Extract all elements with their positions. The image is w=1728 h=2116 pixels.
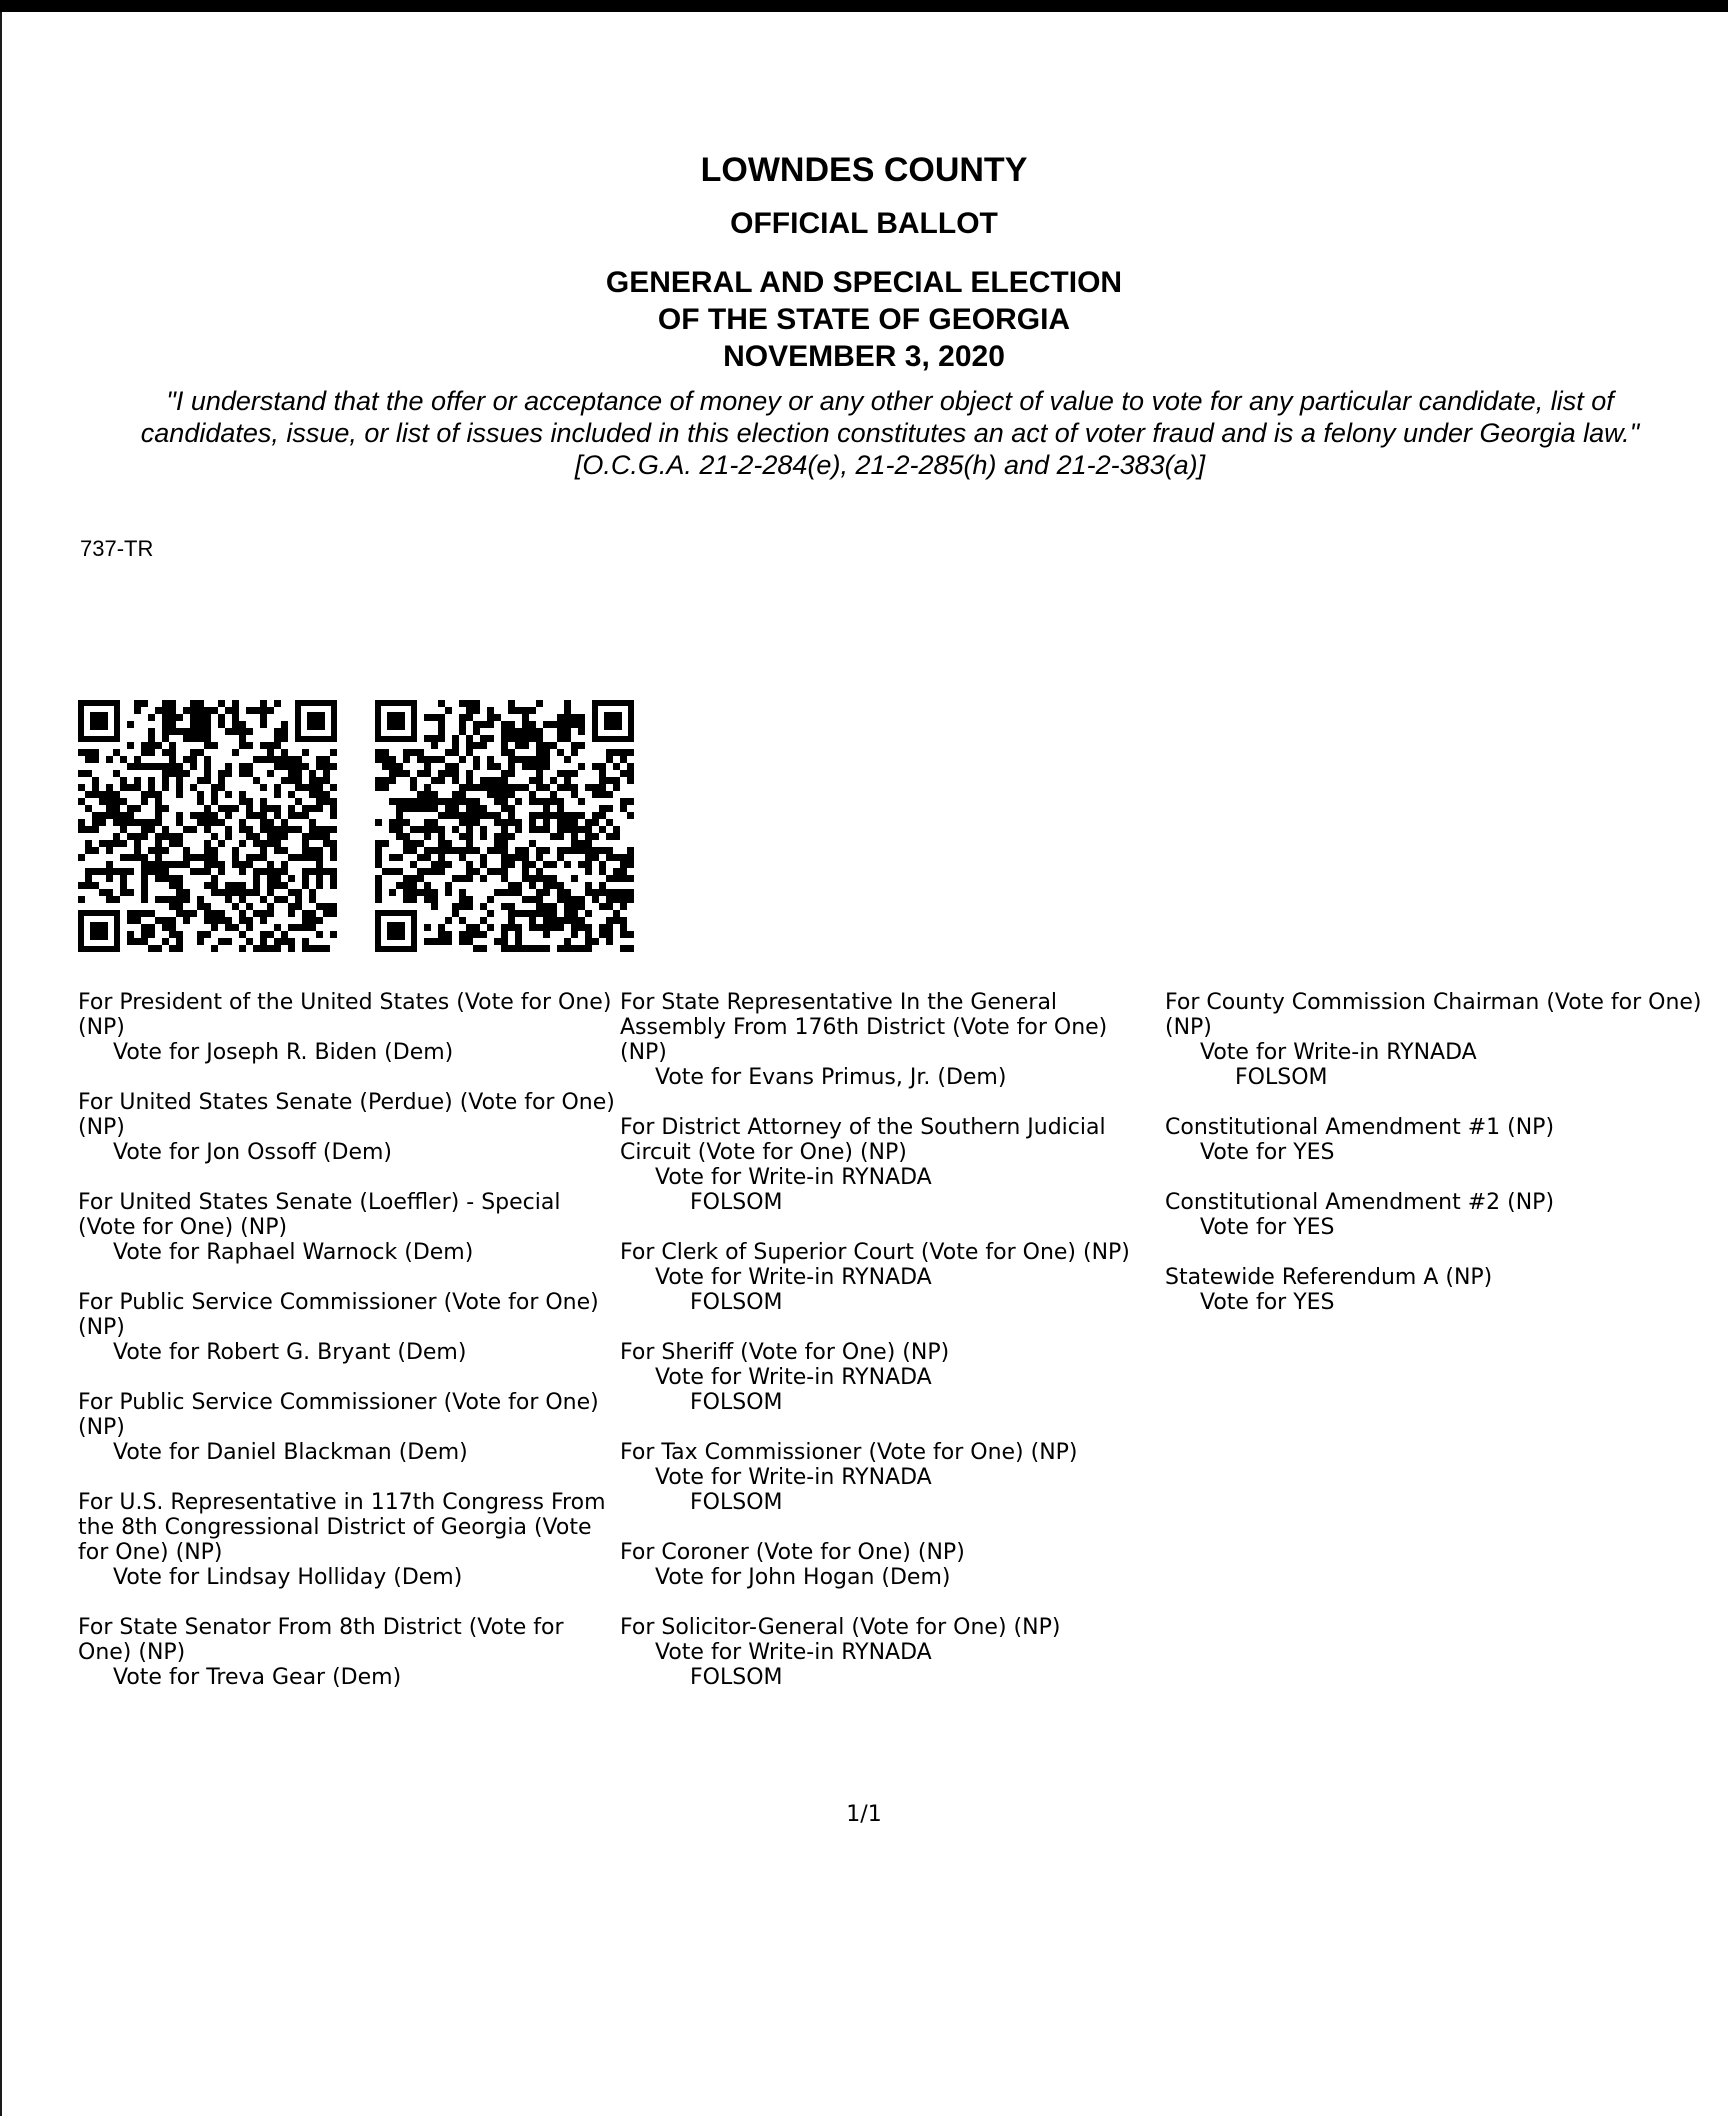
write-in-surname: FOLSOM [1235,1065,1328,1090]
election-title-line-2: OF THE STATE OF GEORGIA [657,303,1071,336]
contest-item [1165,1265,1705,1315]
contest-item [78,990,618,1065]
contest-selection: Vote for Jon Ossoff (Dem) [113,1140,393,1165]
contest-item [78,1490,618,1590]
contest-title: For State Representative In the General Assembly From 176th District (Vote for One) (NP) [620,990,1108,1065]
contest-selection: Vote for John Hogan (Dem) [655,1565,951,1590]
contest-selection: Vote for Lindsay Holliday (Dem) [113,1565,463,1590]
county-title: LOWNDES COUNTY [700,151,1028,189]
contest-title: For Coroner (Vote for One) (NP) [620,1540,965,1565]
contest-selection: Vote for YES [1200,1215,1335,1240]
contest-title: For Tax Commissioner (Vote for One) (NP) [620,1440,1078,1465]
contest-title: For Solicitor-General (Vote for One) (NP) [620,1615,1061,1640]
contest-item [78,1615,618,1690]
election-title-line-1: GENERAL AND SPECIAL ELECTION [605,266,1123,299]
contest-title: For District Attorney of the Southern Judicial Circuit (Vote for One) (NP) [620,1115,1106,1165]
contest-item [620,1240,1160,1315]
contest-selection: Vote for Evans Primus, Jr. (Dem) [655,1065,1007,1090]
election-date: NOVEMBER 3, 2020 [723,340,1005,373]
write-in-surname: FOLSOM [690,1665,783,1690]
contest-item [1165,1115,1705,1165]
page-number: 1/1 [846,1802,882,1827]
contest-selection: Vote for Write-in RYNADA [655,1165,932,1190]
ballot-header [0,150,1728,375]
contest-title: For Sheriff (Vote for One) (NP) [620,1340,950,1365]
contest-column-2 [620,990,1160,1715]
contest-title: Constitutional Amendment #1 (NP) [1165,1115,1555,1140]
contest-selection: Vote for Write-in RYNADA [655,1365,932,1390]
contest-selection: Vote for YES [1200,1140,1335,1165]
contest-title: For State Senator From 8th District (Vote for One) (NP) [78,1615,564,1665]
contest-item [1165,990,1705,1090]
contest-item [620,1115,1160,1215]
contest-title: For President of the United States (Vote for One) (NP) [78,990,612,1040]
contest-item [620,1540,1160,1590]
contest-title: For Public Service Commissioner (Vote for One) (NP) [78,1390,599,1440]
contest-item [620,1615,1160,1690]
write-in-surname: FOLSOM [690,1290,783,1315]
contest-title: For Clerk of Superior Court (Vote for One) (NP) [620,1240,1130,1265]
contest-title: For United States Senate (Loeffler) - Special (Vote for One) (NP) [78,1190,561,1240]
write-in-surname: FOLSOM [690,1490,783,1515]
contest-column-1 [78,990,618,1715]
scan-top-border [0,0,1728,12]
contest-selection: Vote for Write-in RYNADA [655,1265,932,1290]
contest-selection: Vote for Daniel Blackman (Dem) [113,1440,468,1465]
contest-item [1165,1190,1705,1240]
contest-item [78,1290,618,1365]
contest-selection: Vote for Treva Gear (Dem) [113,1665,402,1690]
contest-item [78,1190,618,1265]
voter-fraud-statement: "I understand that the offer or acceptance of money or any other object of value to vote for any particular candidate, list of candidates, issue, or list of issues included in this election constitutes an act of voter fraud and is a felony under Georgia law." [O.C.G.A. 21-2-284(e), 21-2-285(h) and 21-2-383(a)] [140,386,1640,480]
contest-title: For County Commission Chairman (Vote for One) (NP) [1165,990,1702,1040]
contest-item [78,1390,618,1465]
contest-item [620,990,1160,1090]
contest-column-3 [1165,990,1705,1340]
contest-selection: Vote for Write-in RYNADA [655,1465,932,1490]
official-ballot-title: OFFICIAL BALLOT [730,207,998,240]
contest-selection: Vote for Raphael Warnock (Dem) [113,1240,474,1265]
contest-title: For U.S. Representative in 117th Congress From the 8th Congressional District of Georgia (Vote for One) (NP) [78,1490,606,1565]
contest-title: For United States Senate (Perdue) (Vote for One) (NP) [78,1090,615,1140]
qr-code-1 [78,700,340,952]
contest-selection: Vote for Robert G. Bryant (Dem) [113,1340,467,1365]
contest-title: Constitutional Amendment #2 (NP) [1165,1190,1555,1215]
contest-title: For Public Service Commissioner (Vote for One) (NP) [78,1290,599,1340]
contest-selection: Vote for Write-in RYNADA [655,1640,932,1665]
contest-title: Statewide Referendum A (NP) [1165,1265,1493,1290]
ballot-style-id: 737-TR [80,536,154,561]
contest-selection: Vote for YES [1200,1290,1335,1315]
contest-item [78,1090,618,1165]
qr-code-2 [375,700,637,952]
contest-selection: Vote for Write-in RYNADA [1200,1040,1477,1065]
contest-item [620,1440,1160,1515]
contest-selection: Vote for Joseph R. Biden (Dem) [113,1040,454,1065]
write-in-surname: FOLSOM [690,1190,783,1215]
contest-item [620,1340,1160,1415]
write-in-surname: FOLSOM [690,1390,783,1415]
